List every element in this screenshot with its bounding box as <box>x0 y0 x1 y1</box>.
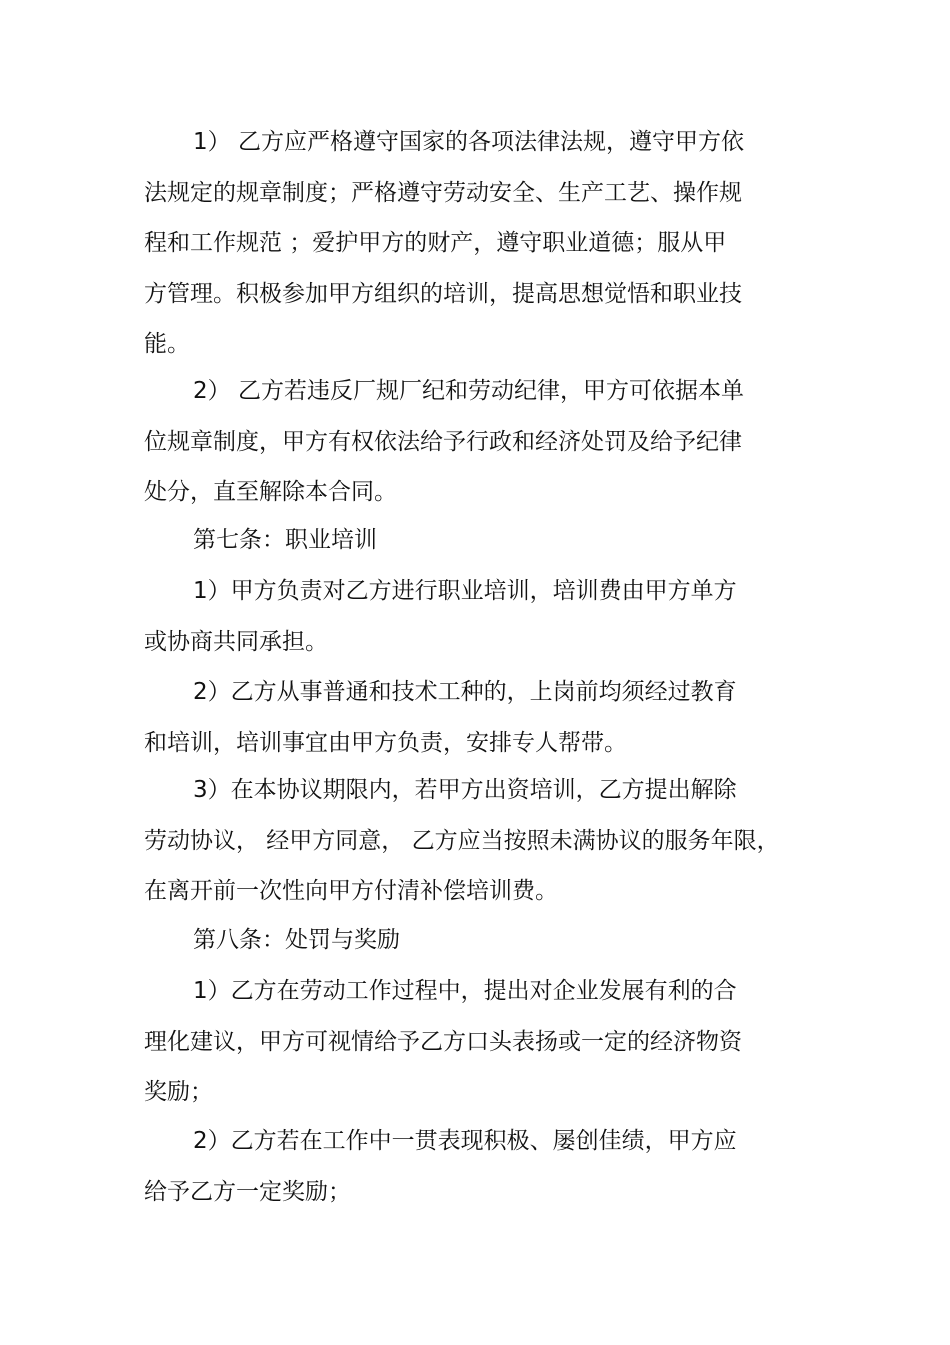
text-line: 能。 <box>144 331 190 357</box>
paragraph-training-2 <box>144 667 769 768</box>
section-heading: 第七条：职业培训 <box>193 527 377 553</box>
text-line: 或协商共同承担。 <box>144 628 328 655</box>
text-line: 1） 乙方应严格遵守国家的各项法律法规，遵守甲方依 <box>193 129 744 155</box>
text-line: 位规章制度，甲方有权依法给予行政和经济处罚及给予纪律 <box>144 428 742 455</box>
text-line: 1）乙方在劳动工作过程中，提出对企业发展有利的合 <box>193 978 737 1004</box>
text-line: 理化建议，甲方可视情给予乙方口头表扬或一定的经济物资 <box>144 1028 742 1055</box>
text-line: 劳动协议， 经甲方同意， 乙方应当按照未满协议的服务年限， <box>144 827 780 854</box>
text-line: 程和工作规范 ；爱护甲方的财产，遵守职业道德；服从甲 <box>144 230 727 256</box>
text-line: 在离开前一次性向甲方付清补偿培训费。 <box>144 878 558 904</box>
text-line: 法规定的规章制度；严格遵守劳动安全、生产工艺、操作规 <box>144 179 742 206</box>
text-line: 方管理。积极参加甲方组织的培训，提高思想觉悟和职业技 <box>144 280 742 307</box>
article-7-heading <box>144 515 769 566</box>
text-line: 和培训，培训事宜由甲方负责，安排专人帮带。 <box>144 729 627 756</box>
paragraph-obligations-1 <box>144 117 769 370</box>
text-line: 3）在本协议期限内，若甲方出资培训，乙方提出解除 <box>193 777 737 803</box>
text-line: 给予乙方一定奖励； <box>144 1178 351 1205</box>
paragraph-obligations-2 <box>144 366 769 518</box>
paragraph-training-3 <box>144 765 780 917</box>
section-heading: 第八条：处罚与奖励 <box>193 927 400 953</box>
article-8-heading <box>144 915 769 966</box>
text-line: 1）甲方负责对乙方进行职业培训，培训费由甲方单方 <box>193 578 737 604</box>
paragraph-training-1 <box>144 566 769 667</box>
text-line: 2）乙方若在工作中一贯表现积极、屡创佳绩，甲方应 <box>193 1128 737 1154</box>
text-line: 2） 乙方若违反厂规厂纪和劳动纪律，甲方可依据本单 <box>193 378 744 404</box>
text-line: 处分，直至解除本合同。 <box>144 479 397 505</box>
text-line: 奖励； <box>144 1079 213 1105</box>
paragraph-rewards-2 <box>144 1116 769 1217</box>
paragraph-rewards-1 <box>144 966 769 1118</box>
text-line: 2）乙方从事普通和技术工种的，上岗前均须经过教育 <box>193 679 737 705</box>
